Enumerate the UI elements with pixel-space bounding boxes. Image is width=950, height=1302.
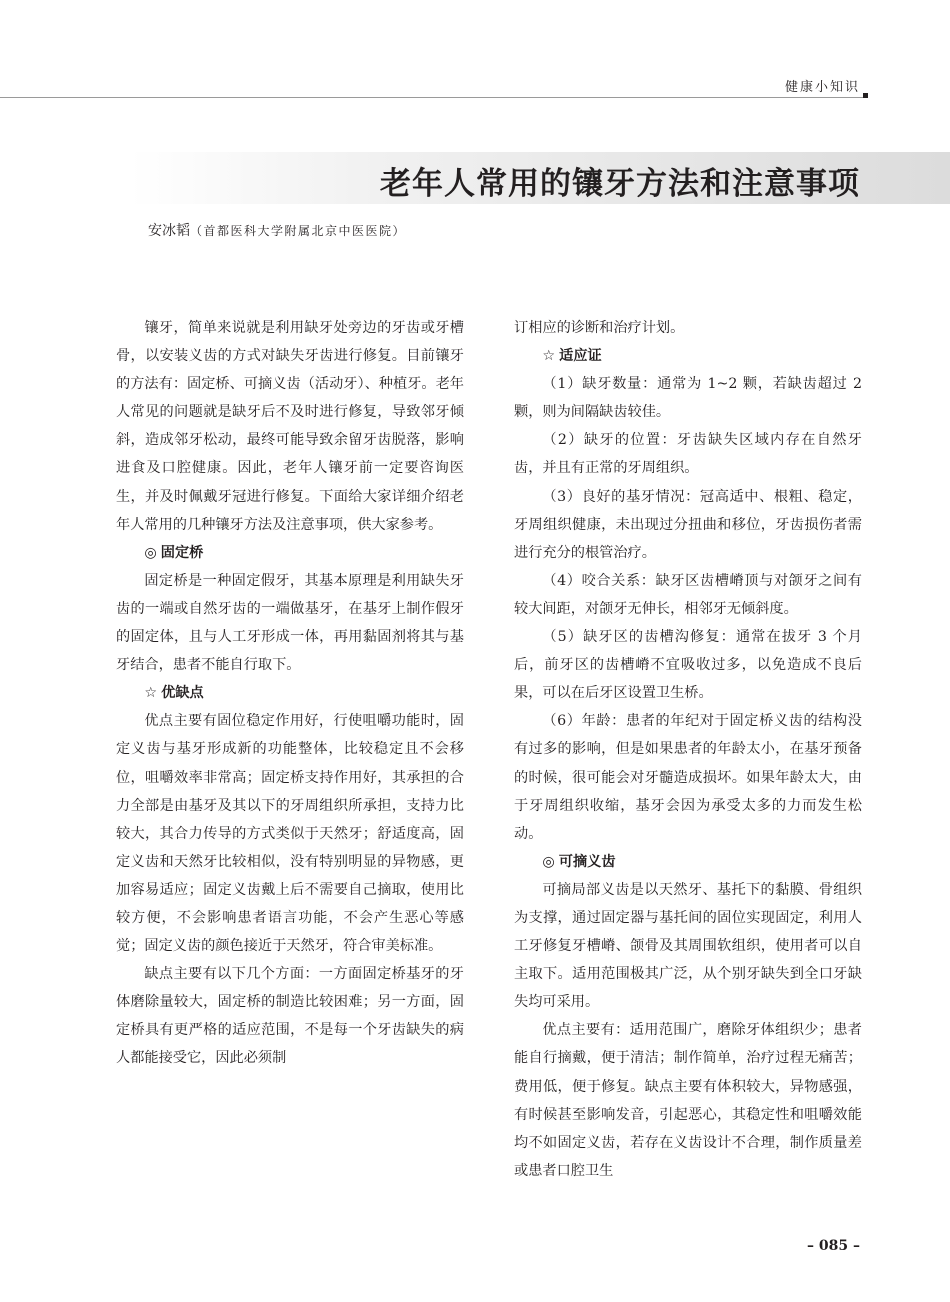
fixed-bridge-paragraph: 固定桥是一种固定假牙，其基本原理是利用缺失牙齿的一端或自然牙齿的一端做基牙，在基牙上制作假牙的固定体，且与人工牙形成一体，再用黏固剂将其与基牙结合，患者不能自行取下。 (116, 572, 464, 674)
removable-paragraph: 可摘局部义齿是以天然牙、基托下的黏膜、骨组织为支撑，通过固定器与基托间的固位实现固定，利用人工牙修复牙槽嵴、颌骨及其周围软组织，使用者可以自主取下。适用范围极其广泛，从个别牙缺失到全口牙缺失均可采用。 (514, 881, 862, 1011)
continuation-paragraph: 订相应的诊断和治疗计划。 (514, 320, 685, 336)
byline (148, 220, 406, 240)
right-column (514, 314, 862, 1185)
star-icon: ☆ (542, 348, 556, 365)
indication-item-1: （1）缺牙数量：通常为 1~2 颗，若缺齿超过 2 颗，则为间隔缺齿较佳。 (514, 376, 862, 421)
pros-paragraph: 优点主要有固位稳定作用好，行使咀嚼功能时，固定义齿与基牙形成新的功能整体，比较稳定且不会移位，咀嚼效率非常高；固定桥支持作用好，其承担的合力全部是由基牙及其以下的牙周组织所承担，支持力比较大，其合力传导的方式类似于天然牙；舒适度高，固定义齿和天然牙比较相似，没有特别明显的异物感，更加容易适应；固定义齿戴上后不需要自己摘取，使用比较方便，不会影响患者语言功能，不会产生恶心等感觉；固定义齿的颜色接近于天然牙，符合审美标准。 (116, 713, 464, 955)
page-number: – 085 – (807, 1238, 860, 1254)
indication-item-3: （3）良好的基牙情况：冠高适中、根粗、稳定，牙周组织健康，未出现过分扭曲和移位，牙齿损伤者需进行充分的根管治疗。 (514, 488, 862, 561)
left-column (116, 314, 464, 1073)
section-heading-removable (514, 848, 862, 876)
subheading-indications (514, 342, 862, 370)
subheading-label: 优缺点 (161, 685, 204, 702)
section-heading-fixed-bridge (116, 539, 464, 567)
intro-paragraph: 镶牙，简单来说就是利用缺牙处旁边的牙齿或牙槽骨，以安装义齿的方式对缺失牙齿进行修复。目前镶牙的方法有：固定桥、可摘义齿（活动牙）、种植牙。老年人常见的问题就是缺牙后不及时进行修复，导致邻牙倾斜，造成邻牙松动，最终可能导致余留牙齿脱落，影响进食及口腔健康。因此，老年人镶牙前一定要咨询医生，并及时佩戴牙冠进行修复。下面给大家详细介绍老年人常用的几种镶牙方法及注意事项，供大家参考。 (116, 320, 464, 533)
removable-pros-cons-paragraph: 优点主要有：适用范围广，磨除牙体组织少；患者能自行摘戴，便于清洁；制作简单，治疗过程无痛苦；费用低，便于修复。缺点主要有体积较大，异物感强，有时候甚至影响发音，引起恶心，其稳定性和咀嚼效能均不如固定义齿，若存在义齿设计不合理，制作质量差或患者口腔卫生 (514, 1022, 862, 1179)
section-tag: 健康小知识 (784, 80, 860, 95)
section-heading-label: 可摘义齿 (558, 853, 616, 870)
indication-item-4: （4）咬合关系：缺牙区齿槽嵴顶与对颌牙之间有较大间距，对颌牙无伸长，相邻牙无倾斜度。 (514, 572, 862, 617)
subheading-label: 适应证 (559, 348, 602, 365)
cons-paragraph: 缺点主要有以下几个方面：一方面固定桥基牙的牙体磨除量较大，固定桥的制造比较困难；另一方面，固定桥具有更严格的适应范围，不是每一个牙齿缺失的病人都能接受它，因此必须制 (116, 966, 464, 1067)
section-heading-label: 固定桥 (160, 544, 204, 561)
circle-mark-icon: ◎ (542, 853, 555, 870)
indication-item-6: （6）年龄：患者的年纪对于固定桥义齿的结构没有过多的影响，但是如果患者的年龄太小，在基牙预备的时候，很可能会对牙髓造成损坏。如果年龄太大，由于牙周组织收缩，基牙会因为承受太多的力而发生松动。 (514, 713, 862, 842)
author-name: 安冰韬 (148, 223, 190, 239)
article-title: 老年人常用的镶牙方法和注意事项 (380, 166, 860, 202)
indication-item-2: （2）缺牙的位置：牙齿缺失区域内存在自然牙齿，并且有正常的牙周组织。 (514, 432, 862, 477)
subheading-pros-cons (116, 679, 464, 707)
star-icon: ☆ (144, 685, 158, 702)
author-affiliation: （首都医科大学附属北京中医医院） (190, 224, 407, 238)
indication-item-5: （5）缺牙区的齿槽沟修复：通常在拔牙 3 个月后，前牙区的齿槽嵴不宜吸收过多，以免造成不良后果，可以在后牙区设置卫生桥。 (514, 629, 862, 702)
circle-mark-icon: ◎ (144, 544, 157, 561)
header-rule (0, 97, 864, 98)
section-tag-dot (863, 93, 868, 98)
